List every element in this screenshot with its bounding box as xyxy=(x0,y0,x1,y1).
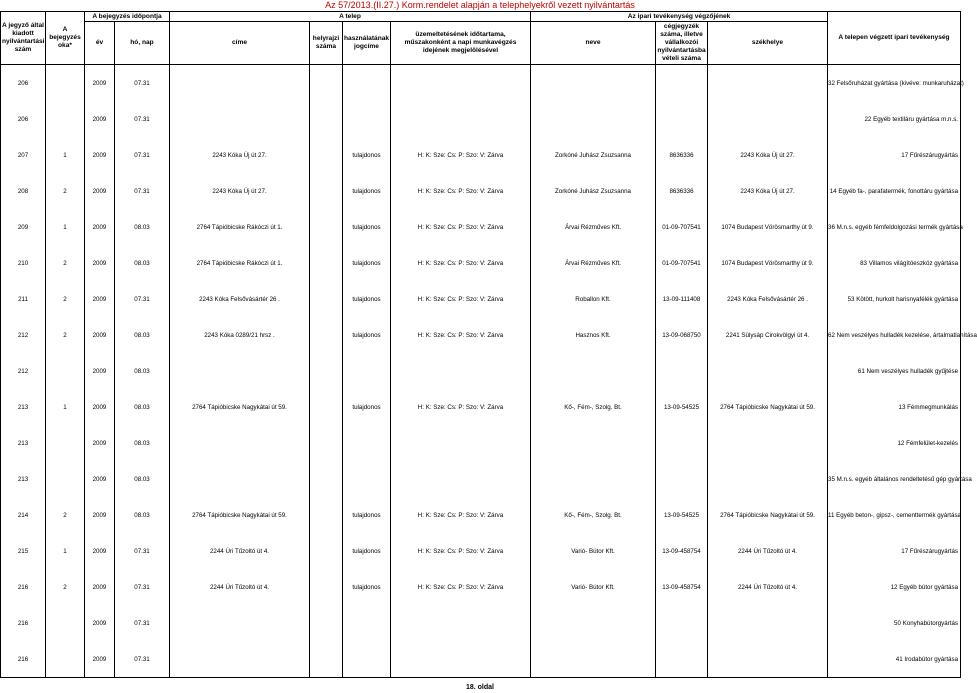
col-header-seat: székhelye xyxy=(708,22,828,65)
cell-hours: H: K: Sze: Cs: P: Szo: V: Zárva xyxy=(391,245,531,281)
cell-operator-name: Árvai Rézműves Kft. xyxy=(531,245,656,281)
cell-permit-no: 213 xyxy=(1,389,46,425)
cell-permit-no: 214 xyxy=(1,497,46,533)
cell-lot-no xyxy=(310,209,343,245)
cell-activity: 36 M.n.s. egyéb fémfeldolgozási termék gyártása xyxy=(828,209,961,245)
cell-hours xyxy=(391,461,531,497)
cell-lot-no xyxy=(310,281,343,317)
cell-reg-no xyxy=(656,641,708,678)
cell-operator-name xyxy=(531,425,656,461)
col-header-address: címe xyxy=(170,22,310,65)
page-number: 18. oldal xyxy=(465,684,494,691)
table-row xyxy=(1,605,961,641)
cell-year: 2009 xyxy=(85,173,115,209)
cell-reg-no xyxy=(656,101,708,137)
cell-operator-name: Zorkóné Juhász Zsuzsanna xyxy=(531,137,656,173)
cell-lot-no xyxy=(310,389,343,425)
cell-activity: 32 Felsőruházat gyártása (kivéve: munkaruházat) xyxy=(828,65,961,102)
cell-seat xyxy=(708,65,828,102)
cell-title-of-use: tulajdonos xyxy=(343,209,391,245)
cell-month-day: 08.03 xyxy=(115,461,170,497)
col-header-title-of-use: használatának jogcíme xyxy=(343,22,391,65)
col-header-reg-time: A bejegyzés időpontja xyxy=(85,12,170,22)
cell-reg-no xyxy=(656,605,708,641)
cell-hours xyxy=(391,101,531,137)
cell-reg-type: 2 xyxy=(46,317,85,353)
cell-seat xyxy=(708,605,828,641)
cell-operator-name xyxy=(531,65,656,102)
cell-month-day: 08.03 xyxy=(115,317,170,353)
cell-permit-no: 213 xyxy=(1,461,46,497)
cell-lot-no xyxy=(310,245,343,281)
cell-seat xyxy=(708,101,828,137)
col-header-site: A telep xyxy=(170,12,531,22)
table-row xyxy=(1,317,961,353)
cell-permit-no: 207 xyxy=(1,137,46,173)
cell-activity: 11 Egyéb beton-, gipsz-, cementtermék gyártása xyxy=(828,497,961,533)
cell-operator-name: Varió- Bútor Kft. xyxy=(531,533,656,569)
cell-hours: H: K: Sze: Cs: P: Szo: V: Zárva xyxy=(391,569,531,605)
cell-activity: 50 Konyhabútorgyártás xyxy=(828,605,961,641)
cell-address: 2764 Tápióbicske Rákóczi út 1. xyxy=(170,209,310,245)
cell-address: 2243 Kóka Felsővásártér 26 . xyxy=(170,281,310,317)
cell-hours xyxy=(391,605,531,641)
cell-activity: 12 Fémfelület-kezelés xyxy=(828,425,961,461)
cell-year: 2009 xyxy=(85,317,115,353)
cell-operator-name: Varió- Bútor Kft. xyxy=(531,569,656,605)
cell-reg-no xyxy=(656,461,708,497)
cell-year: 2009 xyxy=(85,569,115,605)
header-row-columns xyxy=(1,22,961,65)
table-row xyxy=(1,389,961,425)
table-row xyxy=(1,533,961,569)
cell-address: 2243 Kóka Új út 27. xyxy=(170,137,310,173)
cell-month-day: 07.31 xyxy=(115,137,170,173)
cell-reg-type xyxy=(46,425,85,461)
cell-activity: 17 Fűrészárugyártás xyxy=(828,137,961,173)
cell-year: 2009 xyxy=(85,281,115,317)
col-header-operator: Az ipari tevékenység végzőjének xyxy=(531,12,828,22)
cell-operator-name xyxy=(531,353,656,389)
cell-hours: H: K: Sze: Cs: P: Szo: V: Zárva xyxy=(391,317,531,353)
cell-hours xyxy=(391,353,531,389)
cell-lot-no xyxy=(310,605,343,641)
cell-permit-no: 216 xyxy=(1,605,46,641)
cell-lot-no xyxy=(310,497,343,533)
col-header-permit-no: A jegyző által kiadott nyilvántartási szám xyxy=(1,12,46,65)
cell-reg-no xyxy=(656,425,708,461)
cell-year: 2009 xyxy=(85,389,115,425)
cell-reg-type: 1 xyxy=(46,389,85,425)
cell-permit-no: 210 xyxy=(1,245,46,281)
header-row-groups xyxy=(1,12,961,22)
cell-activity: 53 Kötött, hurkolt harisnyafélék gyártása xyxy=(828,281,961,317)
cell-month-day: 07.31 xyxy=(115,605,170,641)
table-row xyxy=(1,209,961,245)
cell-reg-no xyxy=(656,65,708,102)
cell-hours xyxy=(391,641,531,678)
cell-permit-no: 211 xyxy=(1,281,46,317)
cell-month-day: 08.03 xyxy=(115,425,170,461)
cell-reg-type xyxy=(46,353,85,389)
cell-month-day: 08.03 xyxy=(115,353,170,389)
table-row xyxy=(1,281,961,317)
cell-title-of-use: tulajdonos xyxy=(343,497,391,533)
cell-permit-no: 208 xyxy=(1,173,46,209)
cell-seat: 1074 Budapest Vörösmarthy út 9. xyxy=(708,245,828,281)
cell-operator-name: Kő-, Fém-, Szolg. Bt. xyxy=(531,497,656,533)
cell-activity: 17 Fűrészárugyártás xyxy=(828,533,961,569)
cell-month-day: 08.03 xyxy=(115,389,170,425)
col-header-reg-type: A bejegyzés oka* xyxy=(46,12,85,65)
cell-reg-no: 8636336 xyxy=(656,173,708,209)
cell-seat: 1074 Budapest Vörösmarthy út 9. xyxy=(708,209,828,245)
cell-lot-no xyxy=(310,641,343,678)
cell-reg-no: 13-09-54525 xyxy=(656,497,708,533)
cell-operator-name xyxy=(531,641,656,678)
cell-permit-no: 206 xyxy=(1,101,46,137)
cell-operator-name: Roballon Kft. xyxy=(531,281,656,317)
cell-operator-name: Hasznos Kft. xyxy=(531,317,656,353)
cell-hours: H: K: Sze: Cs: P: Szo: V: Zárva xyxy=(391,389,531,425)
cell-seat: 2243 Kóka Felsővásártér 26 . xyxy=(708,281,828,317)
cell-seat xyxy=(708,641,828,678)
cell-title-of-use xyxy=(343,101,391,137)
cell-hours: H: K: Sze: Cs: P: Szo: V: Zárva xyxy=(391,173,531,209)
table-row xyxy=(1,65,961,102)
cell-operator-name xyxy=(531,101,656,137)
cell-reg-type: 1 xyxy=(46,533,85,569)
cell-address xyxy=(170,65,310,102)
cell-hours: H: K: Sze: Cs: P: Szo: V: Zárva xyxy=(391,533,531,569)
cell-reg-type xyxy=(46,641,85,678)
cell-month-day: 07.31 xyxy=(115,281,170,317)
cell-operator-name: Kő-, Fém-, Szolg. Bt. xyxy=(531,389,656,425)
cell-year: 2009 xyxy=(85,353,115,389)
cell-lot-no xyxy=(310,461,343,497)
cell-reg-type xyxy=(46,605,85,641)
col-header-name: neve xyxy=(531,22,656,65)
cell-hours: H: K: Sze: Cs: P: Szo: V: Zárva xyxy=(391,281,531,317)
cell-lot-no xyxy=(310,101,343,137)
cell-title-of-use xyxy=(343,425,391,461)
table-row xyxy=(1,137,961,173)
cell-address xyxy=(170,461,310,497)
cell-permit-no: 209 xyxy=(1,209,46,245)
cell-title-of-use xyxy=(343,65,391,102)
cell-reg-type: 1 xyxy=(46,137,85,173)
cell-reg-type xyxy=(46,461,85,497)
cell-month-day: 08.03 xyxy=(115,497,170,533)
cell-title-of-use xyxy=(343,641,391,678)
cell-reg-type: 2 xyxy=(46,281,85,317)
cell-reg-type xyxy=(46,101,85,137)
cell-title-of-use: tulajdonos xyxy=(343,533,391,569)
cell-year: 2009 xyxy=(85,245,115,281)
cell-activity: 61 Nem veszélyes hulladék gyűjtése xyxy=(828,353,961,389)
table-row xyxy=(1,101,961,137)
cell-reg-type: 2 xyxy=(46,245,85,281)
cell-year: 2009 xyxy=(85,209,115,245)
cell-seat xyxy=(708,425,828,461)
cell-seat xyxy=(708,461,828,497)
cell-address: 2764 Tápióbicske Rákóczi út 1. xyxy=(170,245,310,281)
cell-address xyxy=(170,641,310,678)
cell-year: 2009 xyxy=(85,533,115,569)
cell-lot-no xyxy=(310,173,343,209)
cell-seat: 2764 Tápióbicske Nagykátai út 59. xyxy=(708,497,828,533)
cell-reg-no: 8636336 xyxy=(656,137,708,173)
cell-activity: 13 Fémmegmunkálás xyxy=(828,389,961,425)
cell-month-day: 07.31 xyxy=(115,65,170,102)
cell-lot-no xyxy=(310,137,343,173)
registry-table xyxy=(0,11,977,678)
table-row xyxy=(1,425,961,461)
cell-reg-type xyxy=(46,65,85,102)
cell-lot-no xyxy=(310,425,343,461)
cell-activity: 62 Nem veszélyes hulladék kezelése, ártalmatlanítása xyxy=(828,317,961,353)
cell-address xyxy=(170,353,310,389)
cell-reg-type: 2 xyxy=(46,569,85,605)
col-header-month-day: hó, nap xyxy=(115,22,170,65)
cell-address: 2244 Úri Tűzoltó út 4. xyxy=(170,569,310,605)
cell-title-of-use: tulajdonos xyxy=(343,317,391,353)
cell-year: 2009 xyxy=(85,461,115,497)
cell-reg-no: 13-09-458754 xyxy=(656,533,708,569)
cell-reg-no: 01-09-707541 xyxy=(656,245,708,281)
col-header-reg-no: cégjegyzék száma, illetve vállalkozói nyilvántartásba vételi száma xyxy=(656,22,708,65)
cell-seat xyxy=(708,353,828,389)
cell-permit-no: 212 xyxy=(1,317,46,353)
cell-operator-name: Árvai Rézműves Kft. xyxy=(531,209,656,245)
cell-year: 2009 xyxy=(85,101,115,137)
cell-activity: 12 Egyéb bútor gyártása xyxy=(828,569,961,605)
cell-permit-no: 212 xyxy=(1,353,46,389)
cell-reg-no xyxy=(656,353,708,389)
cell-reg-type: 2 xyxy=(46,173,85,209)
cell-title-of-use xyxy=(343,353,391,389)
cell-lot-no xyxy=(310,353,343,389)
cell-activity: 14 Egyéb fa-, parafatermék, fonottáru gyártása xyxy=(828,173,961,209)
cell-title-of-use: tulajdonos xyxy=(343,245,391,281)
cell-lot-no xyxy=(310,65,343,102)
cell-month-day: 07.31 xyxy=(115,101,170,137)
cell-title-of-use: tulajdonos xyxy=(343,173,391,209)
cell-title-of-use xyxy=(343,461,391,497)
table-row xyxy=(1,641,961,678)
col-header-year: év xyxy=(85,22,115,65)
cell-lot-no xyxy=(310,317,343,353)
col-header-lot-no: helyrajzi száma xyxy=(310,22,343,65)
cell-reg-no: 13-09-111408 xyxy=(656,281,708,317)
cell-reg-type: 1 xyxy=(46,209,85,245)
cell-address: 2764 Tápióbicske Nagykátai út 59. xyxy=(170,497,310,533)
cell-reg-no: 13-09-54525 xyxy=(656,389,708,425)
cell-operator-name xyxy=(531,605,656,641)
cell-address: 2243 Kóka Új út 27. xyxy=(170,173,310,209)
cell-reg-type: 2 xyxy=(46,497,85,533)
cell-seat: 2243 Kóka Új út 27. xyxy=(708,173,828,209)
cell-title-of-use xyxy=(343,605,391,641)
cell-permit-no: 206 xyxy=(1,65,46,102)
cell-permit-no: 216 xyxy=(1,641,46,678)
cell-year: 2009 xyxy=(85,137,115,173)
cell-year: 2009 xyxy=(85,425,115,461)
cell-title-of-use: tulajdonos xyxy=(343,137,391,173)
cell-seat: 2243 Kóka Új út 27. xyxy=(708,137,828,173)
cell-permit-no: 213 xyxy=(1,425,46,461)
cell-hours xyxy=(391,65,531,102)
cell-title-of-use: tulajdonos xyxy=(343,281,391,317)
cell-seat: 2241 Sülysáp Cirokvölgyi út 4. xyxy=(708,317,828,353)
cell-year: 2009 xyxy=(85,605,115,641)
table-row xyxy=(1,569,961,605)
cell-title-of-use: tulajdonos xyxy=(343,569,391,605)
cell-lot-no xyxy=(310,569,343,605)
cell-activity: 35 M.n.s. egyéb általános rendeltetésű gép gyártása xyxy=(828,461,961,497)
cell-address xyxy=(170,605,310,641)
cell-permit-no: 216 xyxy=(1,569,46,605)
cell-reg-no: 13-09-068750 xyxy=(656,317,708,353)
cell-activity: 41 Irodabútor gyártása xyxy=(828,641,961,678)
cell-address: 2244 Úri Tűzoltó út 4. xyxy=(170,533,310,569)
col-header-hours: üzemeltetésének időtartama, műszakonként a napi munkavégzés idejének megjelölésével xyxy=(391,22,531,65)
cell-year: 2009 xyxy=(85,65,115,102)
cell-operator-name: Zorkóné Juhász Zsuzsanna xyxy=(531,173,656,209)
cell-month-day: 08.03 xyxy=(115,245,170,281)
table-row xyxy=(1,245,961,281)
table-row xyxy=(1,497,961,533)
cell-year: 2009 xyxy=(85,641,115,678)
cell-seat: 2244 Úri Tűzoltó út 4. xyxy=(708,533,828,569)
cell-permit-no: 215 xyxy=(1,533,46,569)
table-row xyxy=(1,173,961,209)
cell-address xyxy=(170,425,310,461)
cell-address: 2764 Tápióbicske Nagykátai út 59. xyxy=(170,389,310,425)
cell-month-day: 07.31 xyxy=(115,533,170,569)
cell-month-day: 07.31 xyxy=(115,641,170,678)
cell-hours: H: K: Sze: Cs: P: Szo: V: Zárva xyxy=(391,137,531,173)
cell-title-of-use: tulajdonos xyxy=(343,389,391,425)
cell-address: 2243 Kóka 0289/21 hrsz . xyxy=(170,317,310,353)
table-row xyxy=(1,461,961,497)
cell-hours xyxy=(391,425,531,461)
cell-seat: 2764 Tápióbicske Nagykátai út 59. xyxy=(708,389,828,425)
cell-month-day: 08.03 xyxy=(115,209,170,245)
cell-hours: H: K: Sze: Cs: P: Szo: V: Zárva xyxy=(391,209,531,245)
page-title: Az 57/2013.(II.27.) Korm.rendelet alapján a telephelyekről vezett nyilvántartás xyxy=(325,0,635,10)
cell-address xyxy=(170,101,310,137)
cell-reg-no: 01-09-707541 xyxy=(656,209,708,245)
cell-lot-no xyxy=(310,533,343,569)
cell-activity: 22 Egyéb textiláru gyártása m.n.s. xyxy=(828,101,961,137)
cell-activity: 83 Villamos világítóeszköz gyártása xyxy=(828,245,961,281)
cell-year: 2009 xyxy=(85,497,115,533)
cell-hours: H: K: Sze: Cs: P: Szo: V: Zárva xyxy=(391,497,531,533)
table-row xyxy=(1,353,961,389)
cell-operator-name xyxy=(531,461,656,497)
cell-reg-no: 13-09-458754 xyxy=(656,569,708,605)
col-header-activity: A telepen végzett ipari tevékenység xyxy=(828,12,961,65)
cell-month-day: 07.31 xyxy=(115,173,170,209)
cell-seat: 2244 Úri Tűzoltó út 4. xyxy=(708,569,828,605)
cell-month-day: 07.31 xyxy=(115,569,170,605)
